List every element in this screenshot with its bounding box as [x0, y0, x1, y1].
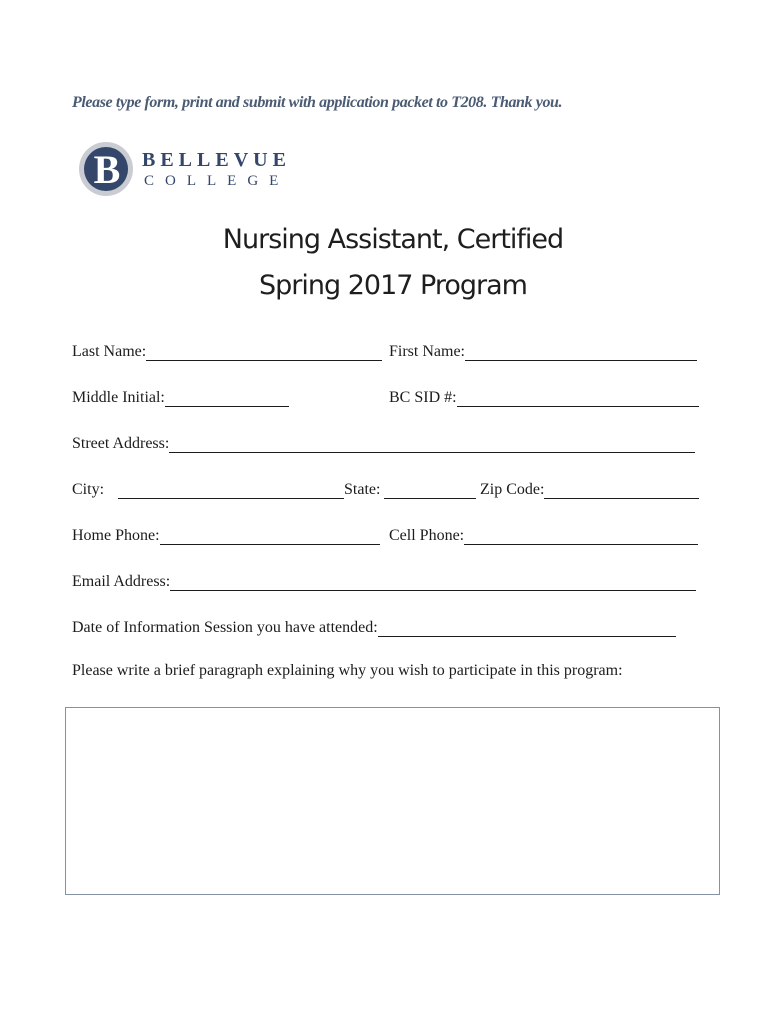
home-phone-field[interactable] [72, 527, 380, 545]
bellevue-college-logo [78, 141, 308, 199]
last-name-field[interactable] [72, 343, 382, 361]
page-title-line2: Spring 2017 Program [259, 270, 527, 301]
info-session-date-line[interactable] [378, 620, 676, 637]
state-label: State: [344, 481, 381, 498]
paragraph-answer-box[interactable] [65, 707, 720, 895]
email-address-field[interactable] [72, 573, 696, 591]
middle-initial-field[interactable] [72, 389, 289, 407]
seal-letter: B [93, 147, 121, 192]
street-address-label: Street Address: [72, 435, 170, 452]
cell-phone-field[interactable] [389, 527, 698, 545]
street-address-line[interactable] [169, 436, 695, 453]
info-session-date-label: Date of Information Session you have attended: [72, 619, 378, 636]
bc-sid-field[interactable] [389, 389, 699, 407]
logo-word-college: COLLEGE [144, 173, 290, 189]
logo-word-bellevue: BELLEVUE [142, 149, 291, 171]
state-field[interactable] [344, 481, 476, 499]
home-phone-line[interactable] [160, 528, 380, 545]
zip-code-line[interactable] [544, 482, 699, 499]
last-name-label: Last Name: [72, 343, 147, 360]
first-name-field[interactable] [389, 343, 697, 361]
city-field[interactable] [72, 481, 344, 499]
middle-initial-line[interactable] [165, 390, 289, 407]
last-name-line[interactable] [146, 344, 382, 361]
bc-sid-line[interactable] [457, 390, 699, 407]
college-seal-icon [78, 141, 134, 197]
first-name-line[interactable] [465, 344, 697, 361]
zip-code-field[interactable] [480, 481, 699, 499]
zip-code-label: Zip Code: [480, 481, 545, 498]
city-line[interactable] [118, 482, 344, 499]
info-session-date-field[interactable] [72, 619, 676, 637]
cell-phone-line[interactable] [464, 528, 698, 545]
middle-initial-label: Middle Initial: [72, 389, 165, 406]
form-instruction: Please type form, print and submit with application packet to T208. Thank you. [72, 94, 563, 111]
state-line[interactable] [384, 482, 476, 499]
bc-sid-label: BC SID #: [389, 389, 457, 406]
home-phone-label: Home Phone: [72, 527, 160, 544]
cell-phone-label: Cell Phone: [389, 527, 465, 544]
email-address-label: Email Address: [72, 573, 171, 590]
paragraph-prompt: Please write a brief paragraph explaining why you wish to participate in this program: [72, 662, 623, 679]
city-label: City: [72, 481, 105, 498]
email-address-line[interactable] [170, 574, 696, 591]
page-title-line1: Nursing Assistant, Certified [222, 224, 564, 255]
first-name-label: First Name: [389, 343, 465, 360]
street-address-field[interactable] [72, 435, 695, 453]
